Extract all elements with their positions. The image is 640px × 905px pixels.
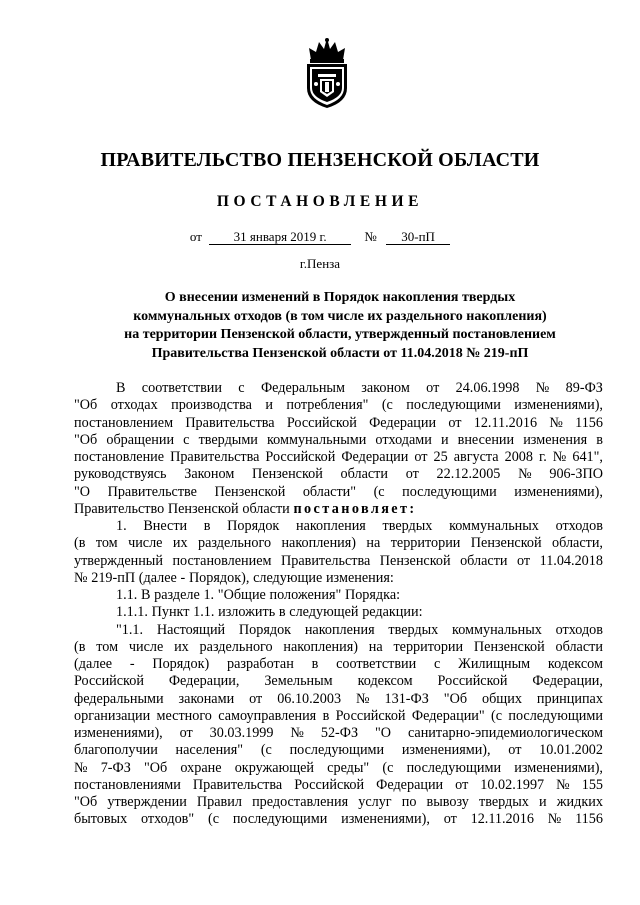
body-word: последующими — [232, 811, 328, 828]
document-body — [74, 380, 603, 829]
body-word: Пензенской — [473, 638, 545, 655]
body-word: потребления" — [286, 397, 369, 414]
body-word: от — [405, 466, 419, 483]
body-word: общих — [482, 690, 522, 707]
body-word: Пункт — [151, 604, 190, 621]
body-line — [74, 725, 603, 742]
body-word: санитарно-эпидемиологическом — [407, 725, 603, 741]
body-word: "Общие — [217, 587, 266, 603]
body-word: 906-ЗПО — [549, 466, 603, 483]
body-word: постановление — [74, 449, 165, 465]
body-word: в — [311, 656, 319, 672]
body-word: "Об — [144, 759, 168, 776]
body-word: в — [203, 518, 211, 534]
body-word: вывозу — [426, 794, 469, 810]
body-word: 06.10.2003 — [277, 690, 342, 707]
body-line — [74, 466, 603, 483]
body-word: их — [174, 638, 189, 655]
body-word: (с — [207, 811, 219, 828]
body-word: Федерации, — [532, 673, 603, 690]
body-word: жидких — [556, 794, 603, 810]
document-subject — [80, 289, 600, 363]
body-line — [74, 604, 603, 621]
body-line — [74, 553, 603, 570]
body-word: принципах — [536, 690, 603, 707]
body-word: разделе — [154, 587, 200, 603]
body-word: коммунальными — [267, 431, 367, 448]
body-word: отходов" — [141, 811, 195, 828]
body-word: утвержденный — [74, 552, 163, 569]
body-word: обращении — [106, 431, 175, 448]
body-word: Настоящий — [156, 621, 226, 638]
body-word: Федерации" — [411, 707, 485, 724]
body-word: утверждении — [107, 794, 187, 810]
body-word: последующими — [402, 483, 497, 500]
body-word: числе — [128, 638, 164, 655]
body-word: 1. — [116, 518, 127, 534]
body-word: изменениями), — [514, 483, 603, 500]
body-word: 1156 — [575, 811, 603, 828]
body-word: 25 — [433, 449, 448, 465]
body-line — [74, 656, 603, 673]
body-word: Федерации, — [168, 673, 240, 690]
body-word: области — [242, 500, 290, 517]
body-word: от — [455, 776, 469, 793]
body-line — [74, 777, 603, 794]
body-word: твердых — [388, 621, 439, 638]
body-word: Законом — [184, 466, 235, 483]
body-line — [74, 432, 603, 449]
body-word: окружающей — [234, 759, 315, 776]
body-word: (далее — [138, 569, 177, 586]
body-word: редакции: — [362, 604, 423, 621]
body-line — [74, 794, 603, 811]
body-word: руководствуясь — [74, 466, 167, 483]
body-word: "Об — [74, 431, 98, 448]
body-word: территории — [393, 638, 464, 655]
body-word: г. — [539, 449, 547, 465]
body-word: В — [116, 380, 126, 396]
body-word: 1.1.1. — [116, 604, 148, 621]
body-word: в — [278, 604, 286, 621]
body-word: № — [552, 449, 567, 465]
body-word: изменения: — [325, 569, 394, 586]
body-word: области, — [552, 535, 603, 552]
document-number: 30-пП — [386, 230, 450, 245]
body-word: августа — [453, 449, 499, 465]
body-word: Российской — [335, 707, 406, 724]
body-word: последующими — [406, 759, 502, 776]
body-line — [74, 673, 603, 690]
body-word: накопления) — [281, 535, 357, 552]
body-word: отходов — [555, 621, 603, 638]
body-word: твердых — [479, 794, 529, 810]
body-word: № — [356, 690, 370, 707]
body-line — [74, 587, 603, 604]
resolution-keyword: постановляет: — [293, 500, 417, 517]
body-word: 1.1. — [116, 587, 138, 603]
body-word: - — [180, 569, 186, 586]
body-line — [74, 535, 603, 552]
body-word: коммунальных — [452, 621, 542, 638]
body-word: от — [249, 690, 263, 707]
body-word: "Об — [74, 794, 98, 810]
body-word: раздельного — [197, 535, 272, 552]
body-word: 131-ФЗ — [384, 690, 429, 707]
body-line — [74, 380, 603, 397]
body-word: (далее — [74, 656, 113, 672]
body-word: последующими — [508, 707, 603, 724]
body-word: изменения — [523, 431, 588, 448]
body-word: Правительства — [170, 449, 260, 465]
body-word: охране — [180, 759, 222, 776]
body-word: кодексом — [547, 656, 603, 672]
body-word: Правительства — [280, 552, 371, 569]
body-word: № — [549, 414, 563, 431]
number-sign: № — [364, 229, 377, 244]
body-line — [74, 570, 603, 587]
body-line — [74, 708, 603, 725]
body-word: Пензенской — [167, 500, 239, 517]
body-word: от — [414, 449, 428, 465]
body-line — [74, 397, 603, 414]
body-word: № — [535, 380, 550, 396]
body-word: накопления — [296, 518, 366, 534]
body-line — [74, 742, 603, 759]
subject-line: коммунальных отходов (в том числе их раздельного накопления) — [133, 308, 547, 324]
body-word: населения" — [175, 742, 244, 759]
body-word: Правительства — [192, 776, 283, 793]
body-word: Внести — [143, 518, 188, 534]
body-word: постановлениями — [74, 776, 181, 793]
body-word: Пензенской — [252, 466, 323, 483]
body-word: по — [401, 794, 417, 810]
body-word: на — [366, 535, 381, 552]
body-word: Федеральным — [260, 380, 345, 396]
body-line — [74, 484, 603, 501]
body-word: последующими — [289, 742, 385, 759]
body-word: Российской — [437, 673, 508, 690]
body-line — [74, 639, 603, 656]
body-line — [74, 622, 603, 639]
body-word: № — [74, 759, 88, 776]
body-word: (с — [381, 397, 393, 414]
body-word: "Об — [443, 690, 468, 707]
body-word: благополучии — [74, 742, 158, 759]
body-word: твердых — [382, 518, 433, 534]
body-word: предоставления — [252, 794, 349, 810]
body-word: изменениями), — [401, 742, 491, 759]
body-word: в — [596, 431, 603, 448]
body-word: отходами — [375, 431, 432, 448]
body-word: Российской — [74, 673, 144, 690]
body-word: на — [368, 638, 383, 655]
body-word: последующими — [406, 397, 501, 414]
body-word: изменениями), — [341, 811, 430, 828]
body-word: положения" — [269, 587, 342, 603]
body-line — [74, 518, 603, 535]
body-word: Российской — [286, 414, 357, 431]
body-word: федеральными — [74, 690, 164, 707]
body-word: законами — [178, 690, 235, 707]
body-word: с — [183, 431, 190, 448]
body-word: области — [340, 466, 388, 483]
body-word: постановлением — [172, 552, 272, 569]
document-type-heading: ПОСТАНОВЛЕНИЕ — [216, 193, 424, 210]
body-word: от — [179, 725, 193, 741]
body-word: разработан — [227, 656, 294, 672]
body-word: числе — [128, 535, 163, 552]
body-word: изменениями), — [514, 397, 603, 414]
body-line — [74, 760, 603, 777]
body-word: Правительство — [74, 500, 165, 517]
body-word: следующей — [289, 604, 359, 621]
body-word: Порядка: — [344, 587, 401, 603]
body-word: 52-ФЗ — [320, 725, 359, 741]
body-word: Порядок), — [188, 569, 250, 586]
body-word: Федерации — [341, 449, 409, 465]
body-word: от — [448, 414, 462, 431]
body-word: № — [290, 725, 304, 741]
coat-of-arms-emblem — [301, 36, 353, 110]
body-word: территории — [390, 535, 461, 552]
body-word: Пензенской — [214, 483, 286, 500]
body-word: 30.03.1999 — [209, 725, 274, 741]
body-word: (с — [373, 483, 385, 500]
body-word: Российской — [265, 449, 336, 465]
date-number-line — [0, 229, 640, 245]
body-word: в — [322, 707, 330, 724]
body-word: В — [140, 587, 151, 603]
subject-line: О внесении изменений в Порядок накопления твердых — [164, 290, 516, 305]
body-word: среды" — [327, 759, 370, 776]
body-word: накопления — [304, 621, 375, 638]
body-word: Федерации — [369, 414, 437, 431]
body-word: отходов — [555, 518, 603, 534]
body-line — [74, 691, 603, 708]
body-word: изменениями), — [74, 725, 163, 741]
body-word: от — [443, 811, 457, 828]
body-word: постановлением — [74, 414, 174, 431]
body-word: Земельным — [264, 673, 333, 690]
body-word: самоуправления — [218, 707, 317, 724]
body-word: "О — [74, 483, 91, 500]
body-word: Порядок — [238, 621, 292, 638]
body-line — [74, 811, 603, 828]
body-word: Правил — [196, 794, 242, 810]
body-word: Правительстве — [107, 483, 197, 500]
body-word: Правительства — [185, 414, 275, 431]
body-word: их — [172, 535, 188, 552]
body-word: 22.12.2005 — [436, 466, 501, 483]
body-word: и — [539, 794, 547, 810]
body-word: 24.06.1998 — [455, 380, 520, 396]
body-word: соответствии — [336, 656, 417, 672]
subject-line: на территории Пензенской области, утвержденный постановлением — [124, 327, 556, 342]
body-word: № — [74, 569, 88, 586]
body-word: № — [556, 776, 570, 793]
body-word: 1156 — [575, 414, 603, 431]
body-word: изложить — [218, 604, 276, 621]
body-word: 7-ФЗ — [100, 759, 131, 776]
body-word: 12.11.2016 — [473, 414, 538, 431]
body-word: коммунальных — [449, 518, 539, 534]
date-prefix: от — [189, 229, 202, 244]
body-line — [74, 449, 603, 466]
body-word: следующие — [253, 569, 323, 586]
body-word: от — [517, 552, 531, 569]
body-word: 641", — [572, 449, 603, 465]
body-word: организации — [74, 707, 151, 724]
body-word: кодексом — [357, 673, 413, 690]
body-word: том — [96, 638, 119, 655]
body-line — [74, 501, 603, 518]
body-word: с — [434, 656, 441, 672]
body-word: и — [265, 397, 273, 414]
body-word: от — [508, 742, 522, 759]
body-word: "О — [374, 725, 392, 741]
body-word: № — [518, 466, 532, 483]
body-word: (с — [491, 707, 503, 724]
body-word: изменениями), — [514, 759, 603, 776]
body-word: области" — [302, 483, 357, 500]
body-word: внесении — [457, 431, 515, 448]
body-word: "1.1. — [116, 621, 144, 638]
body-word: Жилищным — [458, 656, 531, 672]
body-word: 2008 — [504, 449, 533, 465]
body-word: 10.01.2002 — [539, 742, 603, 759]
body-word: (с — [382, 759, 394, 776]
body-word: Российской — [294, 776, 365, 793]
body-word: услуг — [358, 794, 392, 810]
body-word: Федерации — [376, 776, 444, 793]
body-word: 1.1. — [193, 604, 215, 621]
body-word: Пензенской — [379, 552, 451, 569]
body-word: 12.11.2016 — [470, 811, 534, 828]
organization-title: ПРАВИТЕЛЬСТВО ПЕНЗЕНСКОЙ ОБЛАСТИ — [100, 149, 540, 171]
body-word: области — [460, 552, 508, 569]
body-word: - — [129, 656, 135, 672]
document-date: 31 января 2019 г. — [209, 230, 351, 245]
body-word: отходах — [110, 397, 158, 414]
body-word: производства — [171, 397, 252, 414]
body-word: соответствии — [141, 380, 222, 396]
body-word: 155 — [581, 776, 603, 793]
body-word: накопления) — [283, 638, 358, 655]
body-word: местного — [156, 707, 212, 724]
body-word: с — [238, 380, 245, 396]
body-word: 1. — [203, 587, 215, 603]
body-word: от — [426, 380, 440, 396]
body-word: Пензенской — [470, 535, 542, 552]
body-word: Порядок — [227, 518, 280, 534]
body-word: том — [95, 535, 118, 552]
body-word: 10.02.1997 — [480, 776, 545, 793]
body-word: 89-ФЗ — [565, 380, 603, 396]
subject-line: Правительства Пензенской области от 11.04.2018 № 219-пП — [151, 345, 529, 361]
city-line: г.Пенза — [299, 256, 341, 271]
body-word: № — [547, 811, 562, 828]
body-word: раздельного — [199, 638, 273, 655]
body-word: "Об — [74, 397, 98, 414]
body-word: законом — [361, 380, 410, 396]
body-word: 219-пП — [91, 569, 136, 586]
body-word: бытовых — [74, 811, 128, 828]
body-word: (с — [260, 742, 272, 759]
body-word: Порядок) — [152, 656, 210, 672]
body-word: (в — [74, 535, 86, 552]
body-word: и — [440, 431, 449, 448]
body-word: твердыми — [198, 431, 258, 448]
body-word: области — [555, 638, 603, 655]
body-line — [74, 415, 603, 432]
body-word: 11.04.2018 — [539, 552, 603, 569]
body-word: (в — [74, 638, 86, 655]
